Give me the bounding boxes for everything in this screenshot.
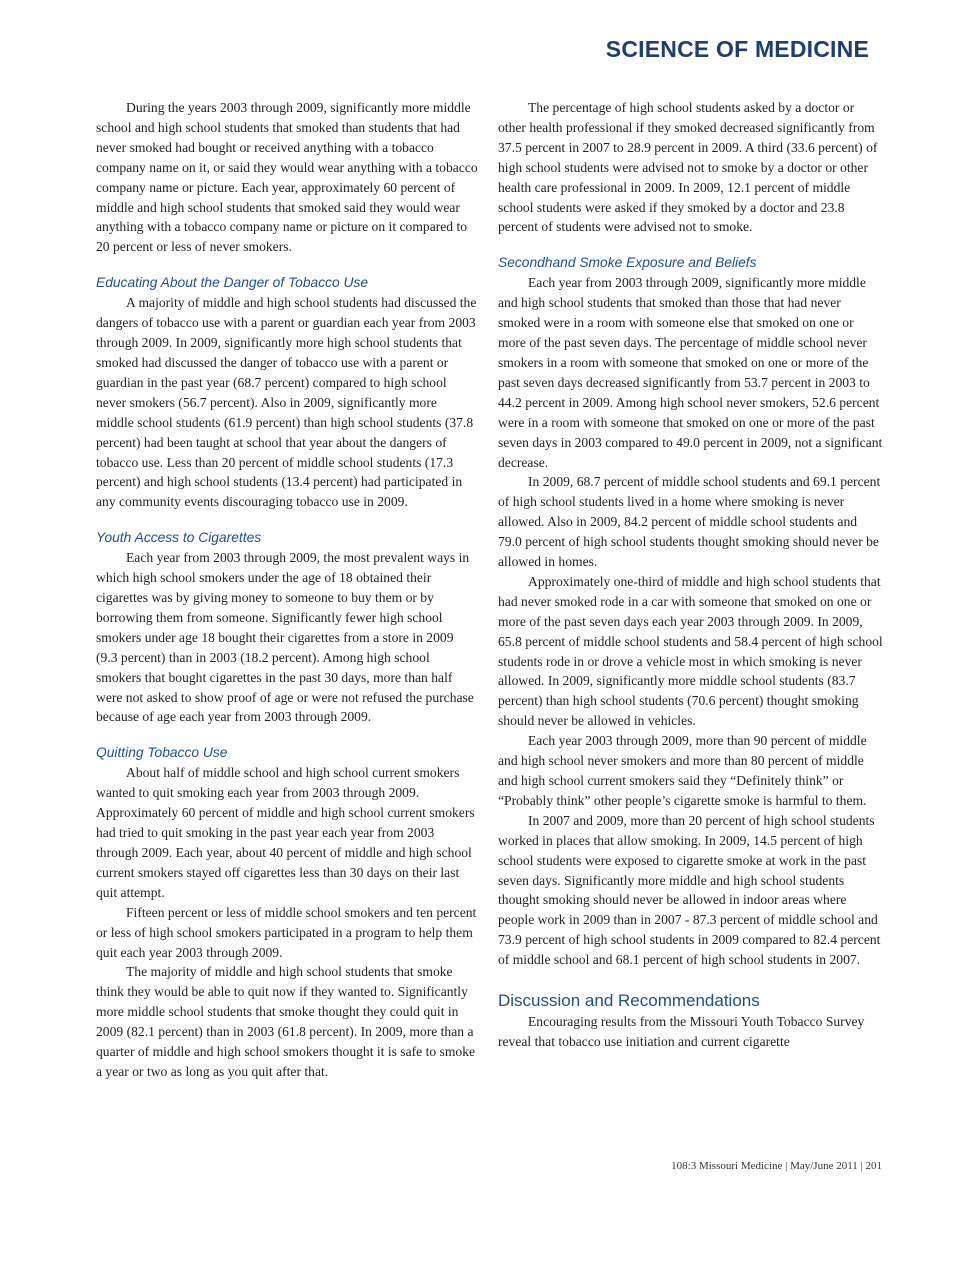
heading-educating: Educating About the Danger of Tobacco Use	[96, 275, 369, 291]
heading-quitting: Quitting Tobacco Use	[96, 745, 228, 761]
paragraph-secondhand-car: Approximately one-third of middle and high school students that had never smoked rode in a car with someone that smoked on one or more of the past seven days each year 2003 through 2009. In 2009, 65.8 percent of middle school students and 58.4 percent of high school students rode in or drove a vehicle most in which smoking is never allowed. In 2009, significantly more middle school students (83.7 percent) than high school students (70.6 percent) thought smoking should never be allowed in vehicles.	[498, 573, 883, 729]
paragraph-discussion: Encouraging results from the Missouri Youth Tobacco Survey reveal that tobacco use initiation and current cigarette	[498, 1014, 865, 1049]
left-column	[96, 98, 478, 1082]
paragraph-secondhand-room: Each year from 2003 through 2009, significantly more middle and high school students that smoked than those that had never smoked were in a room with someone else that smoked on one or more of the past seven days. The percentage of middle school never smokers in a room with someone that smoked on one or more of the past seven days decreased significantly from 53.7 percent in 2003 to 44.2 percent in 2009. Among high school never smokers, 52.6 percent were in a room with someone that smoked on one or more of the past seven days in 2003 compared to 49.0 percent in 2009, not a significant decrease.	[498, 275, 883, 470]
paragraph-secondhand-home: In 2009, 68.7 percent of middle school students and 69.1 percent of high school students lived in a home where smoking is never allowed. Also in 2009, 84.2 percent of middle school students and 79.0 percent of high school students thought smoking should never be allowed in homes.	[498, 474, 881, 570]
heading-secondhand-smoke: Secondhand Smoke Exposure and Beliefs	[498, 255, 757, 271]
paragraph-doctor-advice: The percentage of high school students asked by a doctor or other health professional if they smoked decreased significantly from 37.5 percent in 2007 to 28.9 percent in 2009. A third (33.6 percent) of high school students were advised not to smoke by a doctor or other health care professional in 2009. In 2009, 12.1 percent of middle school students were asked if they smoked by a doctor and 23.8 percent of students were advised not to smoke.	[498, 100, 878, 235]
page-footer: 108:3 Missouri Medicine | May/June 2011 | 201	[671, 1160, 882, 1172]
paragraph-tobacco-merchandise: During the years 2003 through 2009, significantly more middle school and high school students that smoked than students that had never smoked had bought or received anything with a tobacco company name on it, or said they would wear anything with a tobacco company name or picture. Each year, approximately 60 percent of middle and high school students that smoked said they would wear anything with a tobacco company name or picture on it compared to 20 percent or less of never smokers.	[96, 100, 478, 255]
heading-youth-access: Youth Access to Cigarettes	[96, 530, 262, 546]
heading-discussion: Discussion and Recommendations	[498, 991, 760, 1011]
right-column	[498, 98, 884, 1052]
paragraph-youth-access: Each year from 2003 through 2009, the most prevalent ways in which high school smokers under the age of 18 obtained their cigarettes was by giving money to someone to buy them or by borrowing them from someone. Significantly fewer high school smokers under age 18 bought their cigarettes from a store in 2009 (9.3 percent) than in 2003 (18.2 percent). Among high school smokers that bought cigarettes in the past 30 days, more than half were not asked to show proof of age or were not refused the purchase because of age each year from 2003 through 2009.	[96, 550, 474, 725]
paragraph-secondhand-work: In 2007 and 2009, more than 20 percent of high school students worked in places that allow smoking. In 2009, 14.5 percent of high school students were exposed to cigarette smoke at work in the past seven days. Significantly more middle and high school students thought smoking should never be allowed in indoor areas where people work in 2009 than in 2007 - 87.3 percent of middle school and 73.9 percent of high school students in 2009 compared to 82.4 percent of middle school and 68.1 percent of high school students in 2007.	[498, 812, 881, 968]
section-header: SCIENCE OF MEDICINE	[605, 36, 869, 62]
paragraph-educating: A majority of middle and high school students had discussed the dangers of tobacco use with a parent or guardian each year from 2003 through 2009. In 2009, significantly more high school students that smoked had discussed the danger of tobacco use with a parent or guardian in the past year (68.7 percent) compared to high school never smokers (56.7 percent). Also in 2009, significantly more middle school students (61.9 percent) than high school students (37.8 percent) had been taught at school that year about the dangers of tobacco use. Less than 20 percent of middle school students (17.3 percent) and high school students (13.4 percent) had participated in any community events discouraging tobacco use in 2009.	[96, 295, 477, 510]
paragraph-quitting-3: The majority of middle and high school students that smoke think they would be able to quit now if they wanted to. Significantly more middle school students that smoke thought they could quit in 2009 (82.1 percent) than in 2003 (61.8 percent). In 2009, more than a quarter of middle and high school smokers thought it is safe to smoke a year or two as long as you quit after that.	[96, 964, 476, 1079]
paragraph-secondhand-harm: Each year 2003 through 2009, more than 90 percent of middle and high school never smokers and more than 80 percent of middle and high school current smokers said they “Definitely think” or “Probably think” other people’s cigarette smoke is harmful to them.	[498, 733, 867, 808]
paragraph-quitting-1: About half of middle school and high school current smokers wanted to quit smoking each year from 2003 through 2009. Approximately 60 percent of middle and high school current smokers had tried to quit smoking in the past year each year from 2003 through 2009. Each year, about 40 percent of middle and high school current smokers stayed off cigarettes less than 30 days on their last quit attempt.	[96, 765, 475, 900]
paragraph-quitting-2: Fifteen percent or less of middle school smokers and ten percent or less of high school smokers participated in a program to help them quit each year 2003 through 2009.	[96, 904, 477, 960]
